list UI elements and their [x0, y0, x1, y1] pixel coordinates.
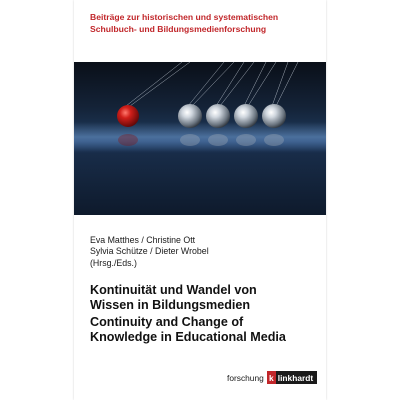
- publisher-name: linkhardt: [276, 371, 317, 384]
- publisher-series-word: forschung: [227, 372, 264, 383]
- authors: [90, 235, 320, 269]
- editors-note: (Hrsg./Eds.): [90, 257, 137, 268]
- title-english-line-2: Knowledge in Educational Media: [90, 329, 286, 344]
- series-title: [90, 11, 320, 35]
- title-german: [90, 283, 320, 312]
- title-english-line-1: Continuity and Change of: [90, 315, 244, 329]
- cover-photo: [74, 62, 326, 215]
- authors-line-1: Eva Matthes / Christine Ott: [90, 235, 196, 245]
- series-title-line-2: Schulbuch- und Bildungsmedienforschung: [90, 24, 267, 34]
- book-cover: [74, 0, 326, 400]
- title-german-line-2: Wissen in Bildungsmedien: [90, 297, 251, 312]
- title-german-line-1: Kontinuität und Wandel von: [90, 283, 257, 297]
- authors-line-2: Sylvia Schütze / Dieter Wrobel: [90, 246, 209, 257]
- publisher-k-mark: k: [267, 371, 276, 384]
- newtons-cradle-image: [74, 62, 326, 215]
- series-title-line-1: Beiträge zur historischen und systematischen: [90, 12, 279, 22]
- publisher-logo: [227, 371, 317, 384]
- title-english: [90, 315, 320, 344]
